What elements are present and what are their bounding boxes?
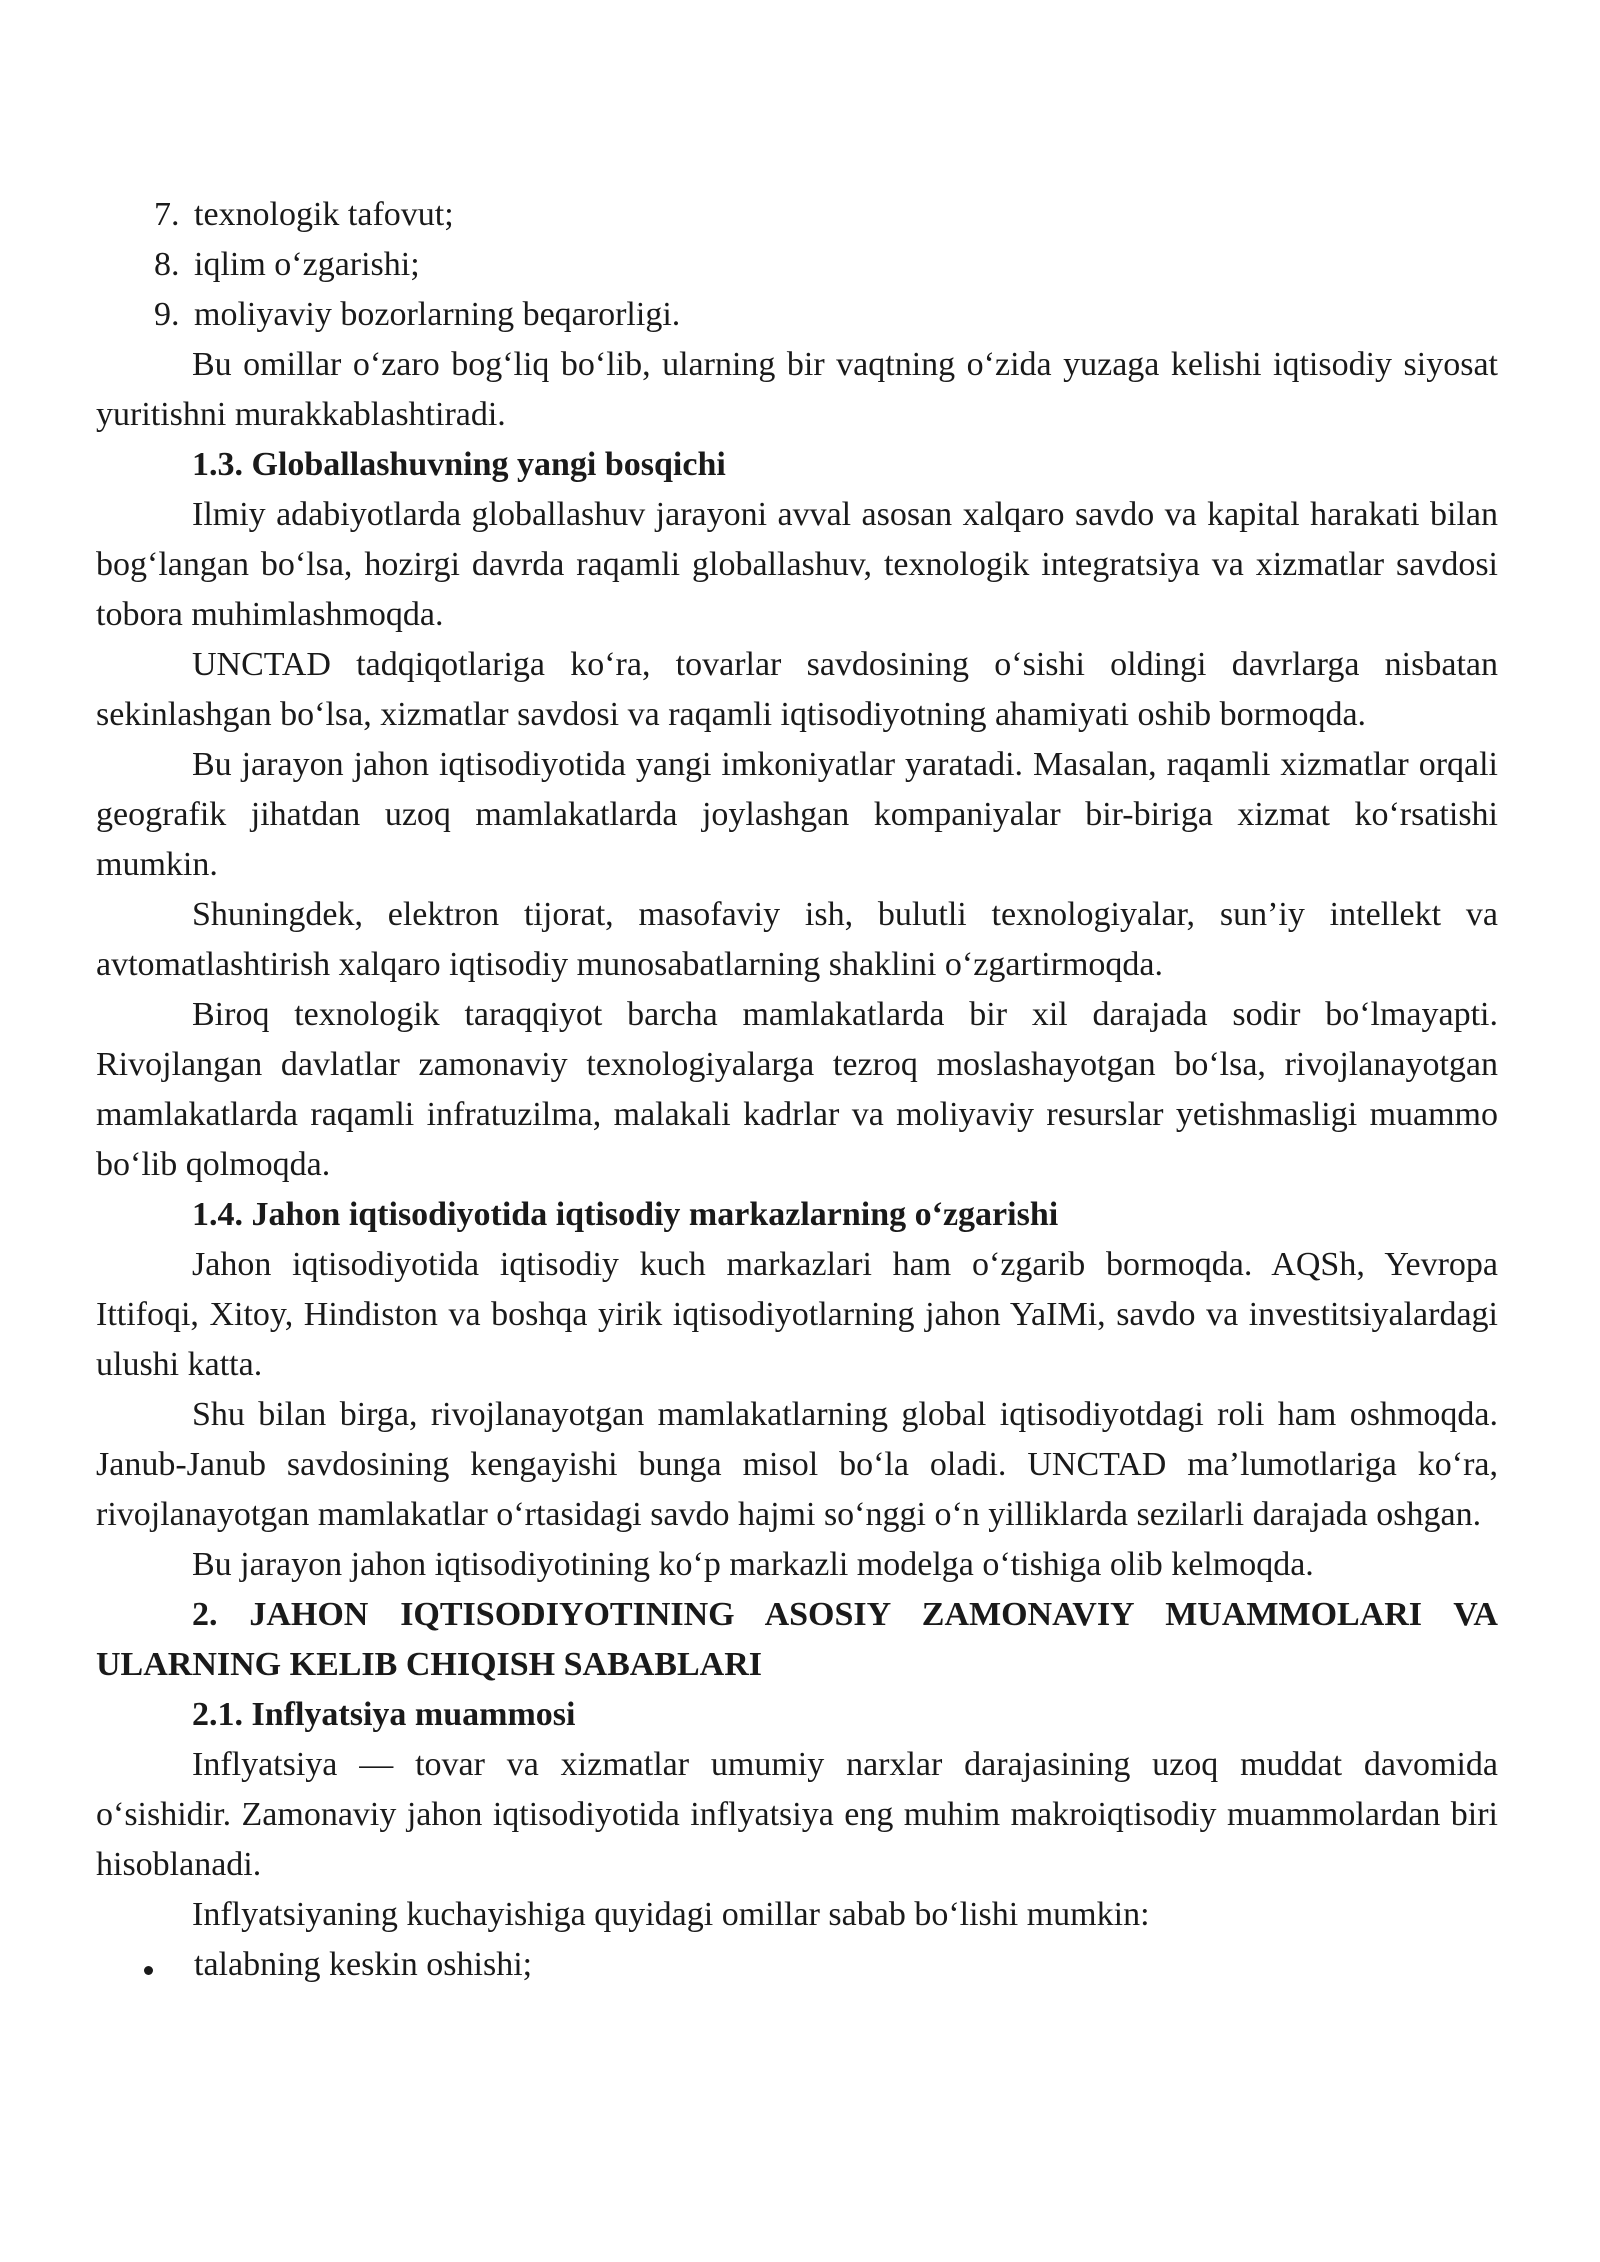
paragraph: Inflyatsiyaning kuchayishiga quyidagi omillar sabab bo‘lishi mumkin: — [192, 1896, 1150, 1933]
paragraph: Bu omillar o‘zaro bog‘liq bo‘lib, ularning bir vaqtning o‘zida yuzaga kelishi iqtisodiy siyosat yuritishni murakkablashtiradi. — [96, 346, 1498, 433]
paragraph: Bu jarayon jahon iqtisodiyotining ko‘p markazli modelga o‘tishiga olib kelmoqda. — [192, 1546, 1314, 1583]
paragraph: Biroq texnologik taraqqiyot barcha mamlakatlarda bir xil darajada sodir bo‘lmayapti. Rivojlangan davlatlar zamonaviy texnologiyalarga tezroq moslashayotgan bo‘lsa, rivojlanayotgan mamlakatlarda raqamli infratuzilma, malakali kadrlar va moliyaviy resurslar yetishmasligi muammo bo‘lib qolmoqda. — [96, 996, 1498, 1183]
list-item-text: moliyaviy bozorlarning beqarorligi. — [194, 296, 681, 333]
list-number: 9. — [154, 296, 180, 333]
paragraph: Inflyatsiya — tovar va xizmatlar umumiy narxlar darajasining uzoq muddat davomida o‘sishidir. Zamonaviy jahon iqtisodiyotida inflyatsiya eng muhim makroiqtisodiy muammolardan biri hisoblanadi. — [96, 1746, 1498, 1883]
bullet-item-text: talabning keskin oshishi; — [194, 1946, 533, 1983]
chapter-heading: 2. JAHON IQTISODIYOTINING ASOSIY ZAMONAVIY MUAMMOLARI VA ULARNING KELIB CHIQISH SABABLARI — [96, 1596, 1498, 1683]
list-item — [96, 290, 1498, 340]
list-item-text: iqlim o‘zgarishi; — [194, 246, 420, 283]
list-number: 7. — [154, 196, 180, 233]
section-heading: 1.4. Jahon iqtisodiyotida iqtisodiy markazlarning o‘zgarishi — [192, 1196, 1059, 1233]
bullet-item — [96, 1940, 1498, 1990]
paragraph: Ilmiy adabiyotlarda globallashuv jarayoni avval asosan xalqaro savdo va kapital harakati bilan bog‘langan bo‘lsa, hozirgi davrda raqamli globallashuv, texnologik integratsiya va xizmatlar savdosi tobora muhimlashmoqda. — [96, 496, 1498, 633]
paragraph: Bu jarayon jahon iqtisodiyotida yangi imkoniyatlar yaratadi. Masalan, raqamli xizmatlar orqali geografik jihatdan uzoq mamlakatlarda joylashgan kompaniyalar bir-biriga xizmat ko‘rsatishi mumkin. — [96, 746, 1498, 883]
section-heading: 1.3. Globallashuvning yangi bosqichi — [192, 446, 726, 483]
section-heading: 2.1. Inflyatsiya muammosi — [192, 1696, 576, 1733]
paragraph: UNCTAD tadqiqotlariga ko‘ra, tovarlar savdosining o‘sishi oldingi davrlarga nisbatan sekinlashgan bo‘lsa, xizmatlar savdosi va raqamli iqtisodiyotning ahamiyati oshib bormoqda. — [96, 646, 1498, 733]
list-item — [96, 240, 1498, 290]
paragraph: Jahon iqtisodiyotida iqtisodiy kuch markazlari ham o‘zgarib bormoqda. AQSh, Yevropa Ittifoqi, Xitoy, Hindiston va boshqa yirik iqtisodiyotlarning jahon YaIMi, savdo va investitsiyalardagi ulushi katta. — [96, 1246, 1498, 1383]
list-item — [96, 190, 1498, 240]
list-item-text: texnologik tafovut; — [194, 196, 454, 233]
paragraph: Shuningdek, elektron tijorat, masofaviy ish, bulutli texnologiyalar, sun’iy intellekt va avtomatlashtirish xalqaro iqtisodiy munosabatlarning shaklini o‘zgartirmoqda. — [96, 896, 1498, 983]
list-number: 8. — [154, 246, 180, 283]
document-page — [96, 190, 1498, 1990]
paragraph: Shu bilan birga, rivojlanayotgan mamlakatlarning global iqtisodiyotdagi roli ham oshmoqda. Janub-Janub savdosining kengayishi bunga misol bo‘la oladi. UNCTAD ma’lumotlariga ko‘ra, rivojlanayotgan mamlakatlar o‘rtasidagi savdo hajmi so‘nggi o‘n yilliklarda sezilarli darajada oshgan. — [96, 1396, 1498, 1533]
